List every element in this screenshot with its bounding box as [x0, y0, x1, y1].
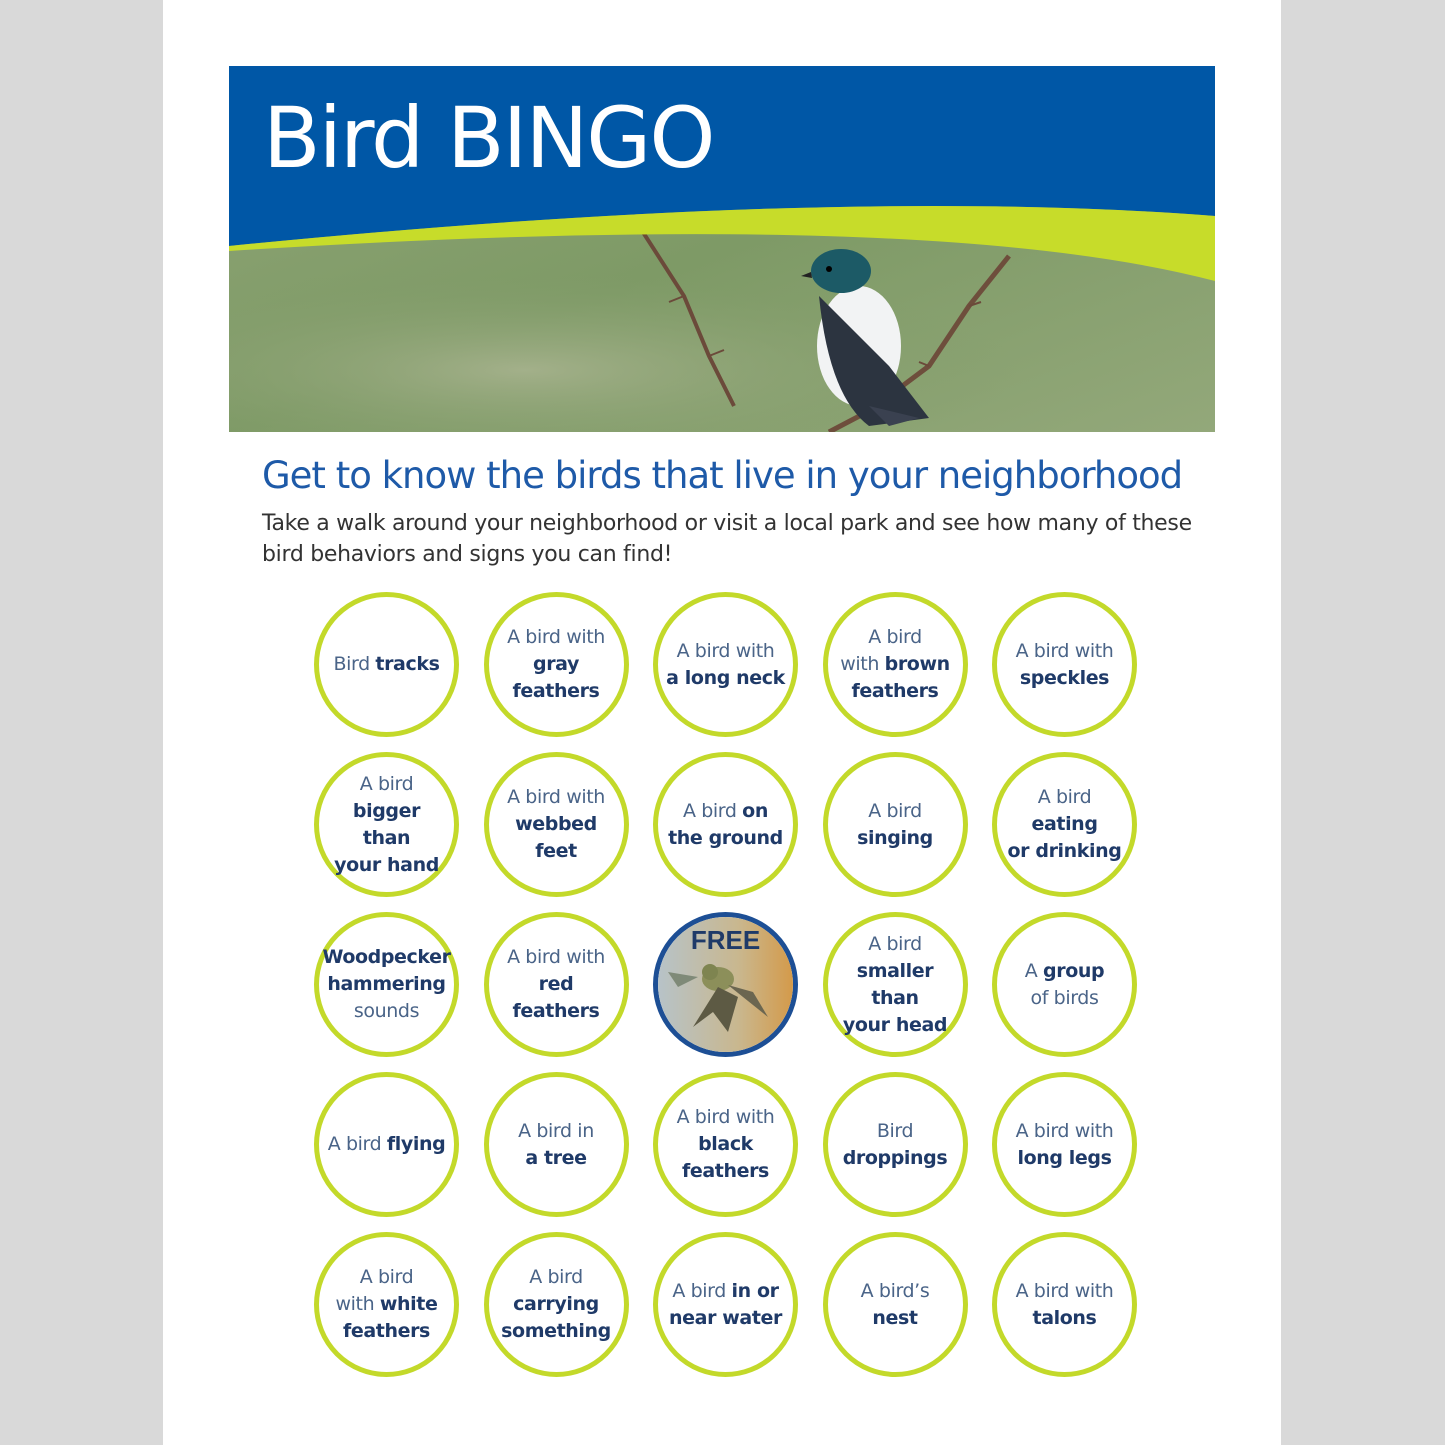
bingo-cell-text: [328, 1264, 446, 1345]
bingo-cell[interactable]: [484, 912, 629, 1057]
bingo-cell-emphasis: the ground: [668, 826, 783, 849]
bingo-cell-emphasis: something: [501, 1320, 611, 1342]
bingo-cell-line: [1016, 1278, 1114, 1305]
bingo-cell-line: [1025, 985, 1104, 1012]
bingo-cell-line: [857, 798, 933, 825]
bingo-cell-emphasis: droppings: [842, 1146, 948, 1169]
bingo-cell-line: [336, 1318, 438, 1345]
bingo-cell[interactable]: [653, 1232, 798, 1377]
bingo-cell-emphasis: near water: [669, 1306, 782, 1329]
bingo-cell[interactable]: [484, 1232, 629, 1377]
worksheet-page: [163, 0, 1281, 1445]
bingo-cell-line: [1016, 1118, 1114, 1145]
bingo-cell-plain: A bird: [683, 799, 743, 822]
bingo-cell[interactable]: [992, 752, 1137, 897]
bingo-cell[interactable]: [653, 592, 798, 737]
bingo-cell-text: [835, 1118, 956, 1172]
bingo-cell-line: [669, 1305, 782, 1332]
bingo-cell-emphasis: black feathers: [682, 1133, 769, 1182]
bingo-cell-emphasis: eating: [1031, 813, 1098, 835]
bingo-cell-line: [840, 678, 949, 705]
bingo-cell-emphasis: bigger than: [352, 799, 421, 849]
bingo-cell-plain: with: [335, 1293, 380, 1315]
bingo-cell-emphasis: speckles: [1019, 666, 1110, 689]
intro-text: Take a walk around your neighborhood or visit a local park and see how many of these bird behaviors and signs you can find!: [262, 511, 1192, 567]
bingo-cell-plain: A bird with: [676, 639, 775, 662]
bingo-cell-emphasis: a long neck: [666, 666, 785, 689]
bingo-cell-emphasis: long legs: [1017, 1146, 1112, 1169]
bingo-cell-emphasis: your hand: [334, 853, 439, 876]
bingo-cell-line: [322, 944, 450, 971]
bingo-cell[interactable]: [314, 1232, 459, 1377]
bingo-cell-plain: A bird: [327, 1133, 387, 1155]
bingo-cell-text: [828, 1278, 963, 1332]
subtitle: Get to know the birds that live in your neighborhood: [262, 454, 1183, 497]
bingo-cell-plain: A bird: [1037, 786, 1092, 808]
bingo-cell[interactable]: [992, 1072, 1137, 1217]
bingo-cell[interactable]: [992, 592, 1137, 737]
bingo-cell[interactable]: [992, 912, 1137, 1057]
bingo-cell-emphasis: carrying: [513, 1293, 599, 1315]
bingo-cell-line: [497, 624, 616, 651]
bingo-cell-line: [518, 1145, 594, 1172]
bingo-cell[interactable]: [314, 752, 459, 897]
bingo-cell-emphasis: or drinking: [1007, 840, 1122, 862]
bingo-cell-text: [828, 931, 963, 1039]
bingo-cell-line: [666, 665, 785, 692]
bingo-cell-plain: A bird with: [1015, 639, 1114, 662]
bingo-cell-line: [840, 624, 949, 651]
bingo-cell[interactable]: [653, 1072, 798, 1217]
bingo-cell-line: [1025, 958, 1104, 985]
bingo-cell-line: [840, 651, 949, 678]
bingo-cell-emphasis: smaller than: [856, 959, 934, 1009]
header-banner: [229, 66, 1215, 432]
bingo-cell-emphasis: feathers: [851, 680, 939, 702]
bingo-cell-emphasis: a tree: [525, 1146, 587, 1169]
bingo-cell-emphasis: on: [742, 799, 768, 822]
bingo-cell-line: [336, 1264, 438, 1291]
bingo-cell[interactable]: [314, 1072, 459, 1217]
bingo-cell-line: [518, 1118, 594, 1145]
bingo-cell-line: [497, 784, 616, 811]
bingo-cell-text: [997, 784, 1132, 865]
bingo-cell-emphasis: gray feathers: [512, 653, 600, 702]
bingo-cell-emphasis: talons: [1032, 1306, 1097, 1329]
bingo-cell-plain: A: [1024, 959, 1044, 982]
bingo-cell[interactable]: [314, 592, 459, 737]
bingo-cell-plain: A bird’s: [860, 1279, 930, 1302]
bingo-cell-emphasis: Woodpecker: [322, 946, 451, 968]
bingo-cell-text: [658, 638, 793, 692]
bingo-cell-plain: A bird with: [1015, 1279, 1114, 1302]
bingo-cell-plain: A bird with: [507, 786, 605, 808]
bingo-cell-line: [497, 971, 616, 1025]
bingo-cell-line: [497, 651, 616, 705]
bingo-cell-line: [1016, 638, 1114, 665]
bingo-cell-text: [1008, 638, 1122, 692]
bingo-cell-plain: A bird: [868, 626, 922, 648]
bingo-cell-line: [327, 771, 446, 798]
bingo-cell-emphasis: group: [1043, 959, 1105, 982]
bingo-cell-text: [1008, 1118, 1122, 1172]
bingo-cell-line: [843, 1118, 948, 1145]
bingo-cell-plain: A bird with: [676, 1106, 775, 1128]
bingo-cell-line: [666, 638, 785, 665]
bingo-cell-line: [668, 798, 783, 825]
bingo-cell[interactable]: [823, 912, 968, 1057]
bingo-cell-emphasis: singing: [857, 826, 933, 849]
bingo-cell-plain: with: [840, 653, 885, 675]
bingo-cell[interactable]: [992, 1232, 1137, 1377]
free-label: FREE: [690, 925, 761, 955]
bingo-cell-line: [668, 825, 783, 852]
bingo-cell-line: [501, 1291, 611, 1318]
bingo-cell-line: [836, 1012, 955, 1039]
bingo-cell-line: [1016, 1305, 1114, 1332]
bingo-cell[interactable]: [823, 1072, 968, 1217]
bingo-cell-line: [328, 1131, 446, 1158]
bingo-free-space[interactable]: [653, 912, 798, 1057]
bingo-cell-text: [314, 944, 458, 1025]
bingo-cell-text: [489, 944, 624, 1025]
bingo-cell[interactable]: [484, 592, 629, 737]
bingo-cell-line: [336, 1291, 438, 1318]
bingo-cell-plain: A bird: [529, 1266, 583, 1288]
bingo-cell-text: [661, 1278, 790, 1332]
bingo-cell-line: [501, 1264, 611, 1291]
bingo-cell-text: [320, 1131, 454, 1158]
bingo-cell[interactable]: [823, 1232, 968, 1377]
bingo-cell-text: [326, 651, 448, 678]
bingo-cell-emphasis: nest: [872, 1306, 918, 1329]
bingo-cell-text: [658, 1104, 793, 1185]
bingo-cell[interactable]: [314, 912, 459, 1057]
bingo-cell[interactable]: [484, 1072, 629, 1217]
bingo-cell-line: [857, 825, 933, 852]
bingo-cell[interactable]: [484, 752, 629, 897]
bingo-cell-text: [832, 624, 957, 705]
bingo-cell-plain: A bird with: [1015, 1119, 1114, 1142]
bingo-cell-plain: A bird: [868, 799, 922, 822]
bingo-cell-plain: A bird: [359, 1266, 414, 1288]
bingo-cell-emphasis: brown: [884, 653, 950, 675]
bingo-cell-line: [836, 958, 955, 1012]
bingo-cell[interactable]: [823, 592, 968, 737]
bingo-cell-plain: of birds: [1030, 986, 1099, 1009]
bingo-cell-line: [327, 852, 446, 879]
bingo-cell-emphasis: white: [379, 1293, 438, 1315]
bingo-cell-text: [319, 771, 454, 879]
bingo-cell-emphasis: webbed feet: [515, 813, 597, 862]
bingo-cell-line: [836, 931, 955, 958]
bingo-cell-line: [334, 651, 440, 678]
bingo-cell-line: [497, 811, 616, 865]
bingo-cell-line: [843, 1145, 948, 1172]
bingo-cell-text: [849, 798, 941, 852]
bingo-cell-line: [1016, 665, 1114, 692]
bingo-cell-text: [489, 784, 624, 865]
bingo-cell-text: [493, 1264, 619, 1345]
bingo-cell-emphasis: tracks: [375, 653, 440, 675]
bingo-cell-line: [322, 998, 450, 1025]
bingo-cell-line: [501, 1318, 611, 1345]
bingo-cell-line: [327, 798, 446, 852]
bingo-cell-plain: A bird with: [507, 626, 605, 648]
bingo-cell-text: [660, 798, 791, 852]
bingo-cell-text: [1008, 1278, 1122, 1332]
bingo-cell-emphasis: feathers: [343, 1320, 430, 1342]
bingo-cell-text: [489, 624, 624, 705]
bingo-cell-line: [669, 1278, 782, 1305]
bingo-cell-line: [836, 1278, 955, 1332]
bingo-cell-plain: A bird: [672, 1279, 732, 1302]
bingo-cell-emphasis: red feathers: [512, 973, 600, 1022]
bingo-cell-line: [666, 1131, 785, 1185]
bingo-cell-plain: A bird: [868, 932, 922, 955]
bingo-cell-emphasis: hammering: [327, 973, 446, 995]
bingo-cell-text: [1017, 958, 1112, 1012]
bingo-cell-emphasis: your head: [842, 1013, 948, 1036]
bingo-cell[interactable]: [653, 752, 798, 897]
bingo-cell-plain: A bird with: [507, 946, 605, 968]
bingo-cell-plain: Bird: [333, 653, 376, 675]
bingo-cell-line: [666, 1104, 785, 1131]
bingo-cell-plain: Bird: [876, 1119, 914, 1142]
bingo-cell-line: [1005, 838, 1124, 865]
bingo-cell-line: [497, 944, 616, 971]
bingo-cell-plain: A bird in: [518, 1119, 594, 1142]
bingo-cell-emphasis: in or: [731, 1279, 779, 1302]
page-title: Bird BINGO: [263, 89, 714, 187]
bingo-cell[interactable]: [823, 752, 968, 897]
bingo-cell-plain: sounds: [353, 1000, 420, 1022]
bingo-cell-line: [1016, 1145, 1114, 1172]
bingo-cell-line: [1005, 784, 1124, 838]
bingo-cell-text: [510, 1118, 602, 1172]
bingo-cell-emphasis: flying: [386, 1133, 446, 1155]
bingo-cell-line: [322, 971, 450, 998]
bingo-cell-plain: A bird: [359, 772, 414, 795]
